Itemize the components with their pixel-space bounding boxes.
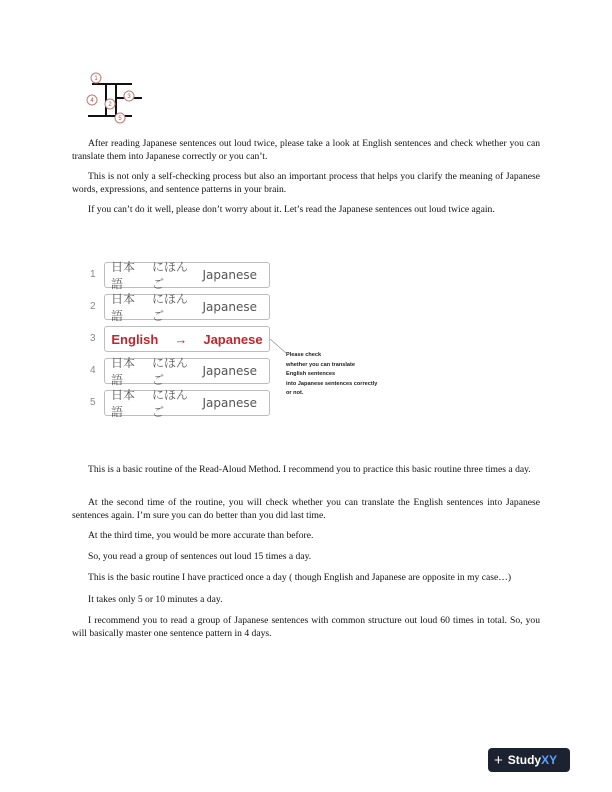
arrow-icon: →	[174, 331, 188, 347]
routine-box	[104, 356, 270, 387]
kanji-text: 日本語	[111, 260, 136, 291]
english-text: Japanese	[202, 396, 257, 410]
logo-suffix: XY	[541, 753, 558, 767]
diagram-marker-label-5: 5	[118, 116, 122, 122]
english-text: Japanese	[202, 268, 257, 282]
logo-brand: Study	[507, 753, 542, 767]
paragraph: If you can’t do it well, please don’t worry about it. Let’s read the Japanese sentences out loud twice again.	[88, 204, 495, 215]
paragraph: So, you read a group of sentences out loud 15 times a day.	[88, 551, 312, 562]
english-text: Japanese	[202, 300, 257, 314]
kanji-text: 日本語	[111, 388, 136, 419]
routine-box	[104, 292, 270, 323]
routine-box	[104, 260, 270, 291]
paragraph: At the third time, you would be more accurate than before.	[88, 530, 314, 541]
kanji-text: 日本語	[111, 292, 136, 323]
kana-text: にほんご	[151, 388, 188, 419]
english-text: Japanese	[202, 364, 257, 378]
diagram-marker-label-4: 4	[90, 98, 94, 104]
studyxy-logo[interactable]	[488, 748, 570, 772]
routine-figure	[80, 255, 400, 425]
from-language: English	[111, 331, 159, 347]
row-number: 5	[90, 397, 96, 408]
note-line: whether you can translate	[286, 361, 356, 368]
paragraph: I recommend you to read a group of Japanese sentences with common structure out loud 60 times in total. So, you will basically master one sentence pattern in 4 days.	[72, 615, 540, 639]
kana-text: にほんご	[151, 292, 188, 323]
paragraph: At the second time of the routine, you will check whether you can translate the English sentences into Japanese sentences again. I’m sure you can do better than you did last time.	[72, 497, 540, 521]
row-number: 3	[90, 333, 96, 344]
kana-text: にほんご	[151, 356, 188, 387]
kanji-text: 日本語	[111, 356, 136, 387]
paragraph: This is a basic routine of the Read-Aloud Method. I recommend you to practice this basic routine three times a day.	[88, 464, 531, 475]
row-number: 2	[90, 301, 96, 312]
stroke-order-diagram	[86, 72, 158, 124]
diagram-marker-label-2: 2	[108, 102, 112, 108]
note-line: into Japanese sentences correctly	[286, 380, 378, 387]
note-line: Please check	[286, 352, 322, 358]
row-number: 1	[90, 269, 96, 280]
paragraph: This is the basic routine I have practiced once a day ( though English and Japanese are opposite in my case…)	[88, 572, 512, 583]
paragraph: It takes only 5 or 10 minutes a day.	[88, 594, 223, 605]
paragraph: This is not only a self-checking process but also an important process that helps you clarify the meaning of Japanese words, expressions, and sentence patterns in your brain.	[72, 171, 540, 195]
translate-box	[104, 326, 270, 352]
routine-box	[104, 388, 270, 419]
diagram-marker-label-1: 1	[94, 76, 98, 82]
routine-row	[80, 294, 400, 322]
to-language: Japanese	[203, 331, 263, 347]
note-line: English sentences	[286, 371, 336, 377]
row-number: 4	[90, 365, 96, 376]
callout-note	[286, 351, 377, 399]
plus-icon: +	[494, 751, 503, 769]
routine-row	[80, 262, 400, 290]
routine-row-highlight	[80, 326, 400, 354]
paragraph: After reading Japanese sentences out loud twice, please take a look at English sentences and check whether you can translate them into Japanese correctly or you can’t.	[72, 138, 540, 162]
kana-text: にほんご	[151, 260, 188, 291]
diagram-marker-label-3: 3	[127, 94, 131, 100]
note-line: or not.	[286, 390, 304, 396]
